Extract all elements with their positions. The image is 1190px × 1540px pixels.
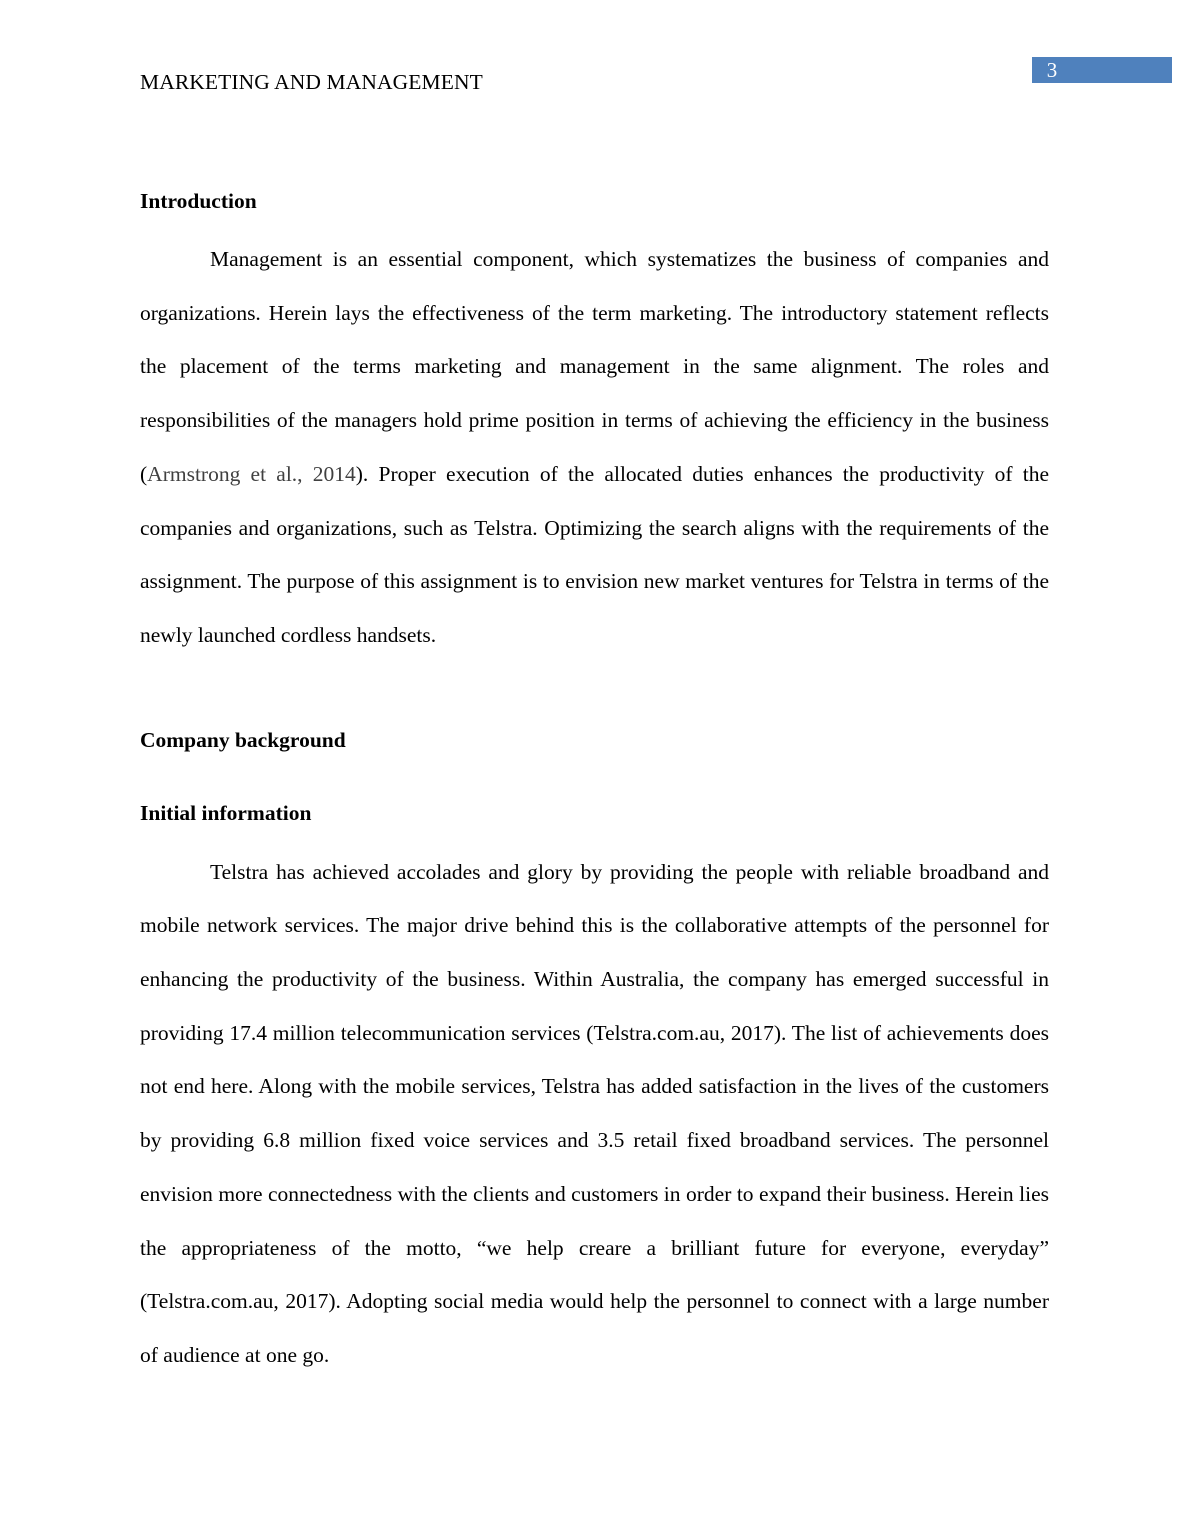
introduction-paragraph xyxy=(140,233,1049,663)
introduction-text-part1: Management is an essential component, which systematizes the business of companies and organizations. Herein lays the effectiveness of the term marketing. The introductory statement reflects the placement of the terms marketing and management in the same alignment. The roles and responsibilities of the managers hold prime position in terms of achieving the efficiency in the business ( xyxy=(140,247,1049,486)
running-head: MARKETING AND MANAGEMENT xyxy=(140,70,483,94)
page-number-bar xyxy=(1032,57,1172,83)
initial-information-heading: Initial information xyxy=(140,800,312,825)
document-body xyxy=(140,185,1049,1383)
initial-information-paragraph: Telstra has achieved accolades and glory by providing the people with reliable broadband and mobile network services. The major drive behind this is the collaborative attempts of the personnel for enhancing the productivity of the business. Within Australia, the company has emerged successful in providing 17.4 million telecommunication services (Telstra.com.au, 2017). The list of achievements does not end here. Along with the mobile services, Telstra has added satisfaction in the lives of the customers by providing 6.8 million fixed voice services and 3.5 retail fixed broadband services. The personnel envision more connectedness with the clients and customers in order to expand their business. Herein lies the appropriateness of the motto, “we help creare a brilliant future for everyone, everyday” (Telstra.com.au, 2017). Adopting social media would help the personnel to connect with a large number of audience at one go. xyxy=(140,859,1049,1367)
page-number: 3 xyxy=(1046,58,1058,82)
introduction-heading: Introduction xyxy=(140,189,257,213)
introduction-text-part2: ). Proper execution of the allocated duties enhances the productivity of the companies and organizations, such as Telstra. Optimizing the search aligns with the requirements of the assignment. The purpose of this assignment is to envision new market ventures for Telstra in terms of the newly launched cordless handsets. xyxy=(140,461,1049,647)
citation-armstrong: Armstrong et al., 2014 xyxy=(147,461,356,486)
company-background-heading: Company background xyxy=(140,727,346,752)
